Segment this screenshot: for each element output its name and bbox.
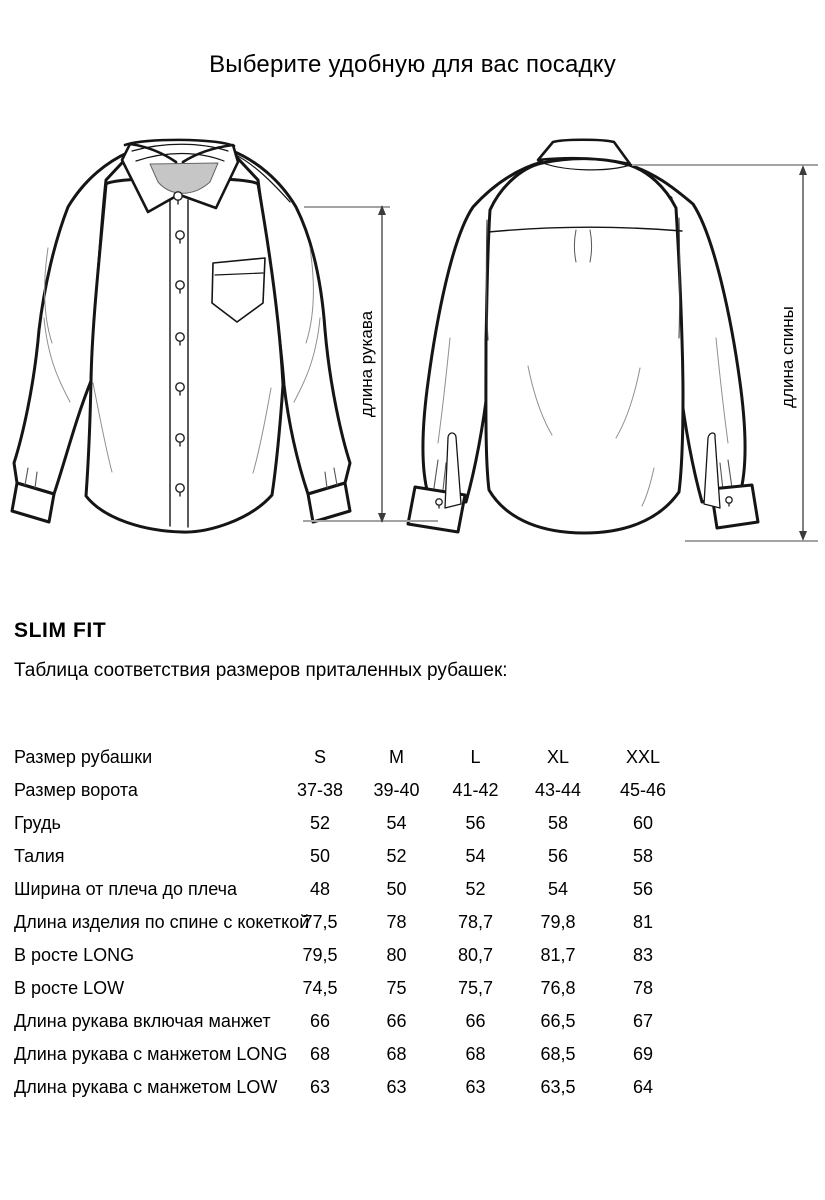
page-title: Выберите удобную для вас посадку [209,51,616,78]
cell-value: 50 [386,879,407,899]
cell-value: 54 [386,813,407,833]
cell-value: S [313,747,326,767]
table-row [14,1038,686,1071]
cell-value: 58 [547,813,569,833]
cell-value: L [470,747,481,767]
cell-value: 54 [547,879,569,899]
cell-value: 79,5 [302,945,338,965]
table-row [14,873,686,906]
cell-value: 48 [309,879,331,899]
cell-value: 75,7 [457,978,494,998]
cell-value: 68 [309,1044,331,1064]
cell-value: 50 [309,846,331,866]
cell-value: 80,7 [457,945,494,965]
cell-value: 41-42 [452,780,499,800]
cell-value: 63 [465,1077,486,1097]
row-label: В росте LOW [14,978,125,998]
row-label: Длина рукава включая манжет [14,1011,271,1031]
table-row [14,1005,686,1038]
row-label: Размер рубашки [14,747,153,767]
cell-value: 75 [386,978,407,998]
cell-value: 63 [309,1077,331,1097]
cell-value: 66 [386,1011,407,1031]
row-label: В росте LONG [14,945,135,965]
table-row [14,774,686,807]
cell-value: 81,7 [540,945,576,965]
cell-value: 37-38 [296,780,344,800]
table-row [14,972,686,1005]
cell-value: 63,5 [540,1077,576,1097]
cell-value: 43-44 [534,780,582,800]
cell-value: 68 [465,1044,486,1064]
cell-value: 78,7 [457,912,494,932]
cell-value: 79,8 [540,912,576,932]
row-label: Длина рукава с манжетом LONG [14,1044,288,1064]
cell-value: 68,5 [540,1044,576,1064]
cell-value: 78 [386,912,407,932]
cell-value: M [389,747,404,767]
table-row [14,906,686,939]
row-label: Длина изделия по спине с кокеткой [14,912,310,932]
cell-value: 52 [386,846,407,866]
cell-value: XXL [625,747,661,767]
cell-value: 56 [547,846,569,866]
cell-value: 69 [632,1044,654,1064]
table-row [14,1071,686,1104]
cell-value: 60 [632,813,654,833]
row-label: Грудь [14,813,61,833]
cell-value: 66 [309,1011,331,1031]
measurement-arrows [0,130,825,560]
row-label: Ширина от плеча до плеча [14,879,238,899]
cell-value: 77,5 [302,912,338,932]
row-label: Талия [14,846,65,866]
cell-value: 52 [465,879,486,899]
cell-value: 83 [632,945,654,965]
fit-heading: SLIM FIT [14,619,107,642]
cell-value: 80 [386,945,407,965]
cell-value: 63 [386,1077,407,1097]
table-row [14,807,686,840]
cell-value: 52 [309,813,331,833]
sleeve-length-label: длина рукава [357,310,376,418]
cell-value: 78 [632,978,654,998]
cell-value: 39-40 [373,780,420,800]
cell-value: 54 [465,846,486,866]
table-row [14,840,686,873]
cell-value: 58 [632,846,654,866]
size-table [14,741,686,1104]
row-label: Размер ворота [14,780,138,800]
table-caption: Таблица соответствия размеров приталенных рубашек: [14,660,508,681]
table-row [14,741,686,774]
cell-value: 56 [465,813,486,833]
cell-value: 66 [465,1011,486,1031]
cell-value: 64 [632,1077,654,1097]
back-length-label: длина спины [778,306,797,408]
row-label: Длина рукава с манжетом LOW [14,1077,278,1097]
cell-value: 66,5 [540,1011,576,1031]
cell-value: 56 [632,879,654,899]
cell-value: 67 [632,1011,654,1031]
cell-value: 74,5 [302,978,338,998]
table-row [14,939,686,972]
cell-value: 68 [386,1044,407,1064]
cell-value: 81 [632,912,654,932]
cell-value: 76,8 [540,978,576,998]
cell-value: XL [546,747,570,767]
cell-value: 45-46 [619,780,667,800]
